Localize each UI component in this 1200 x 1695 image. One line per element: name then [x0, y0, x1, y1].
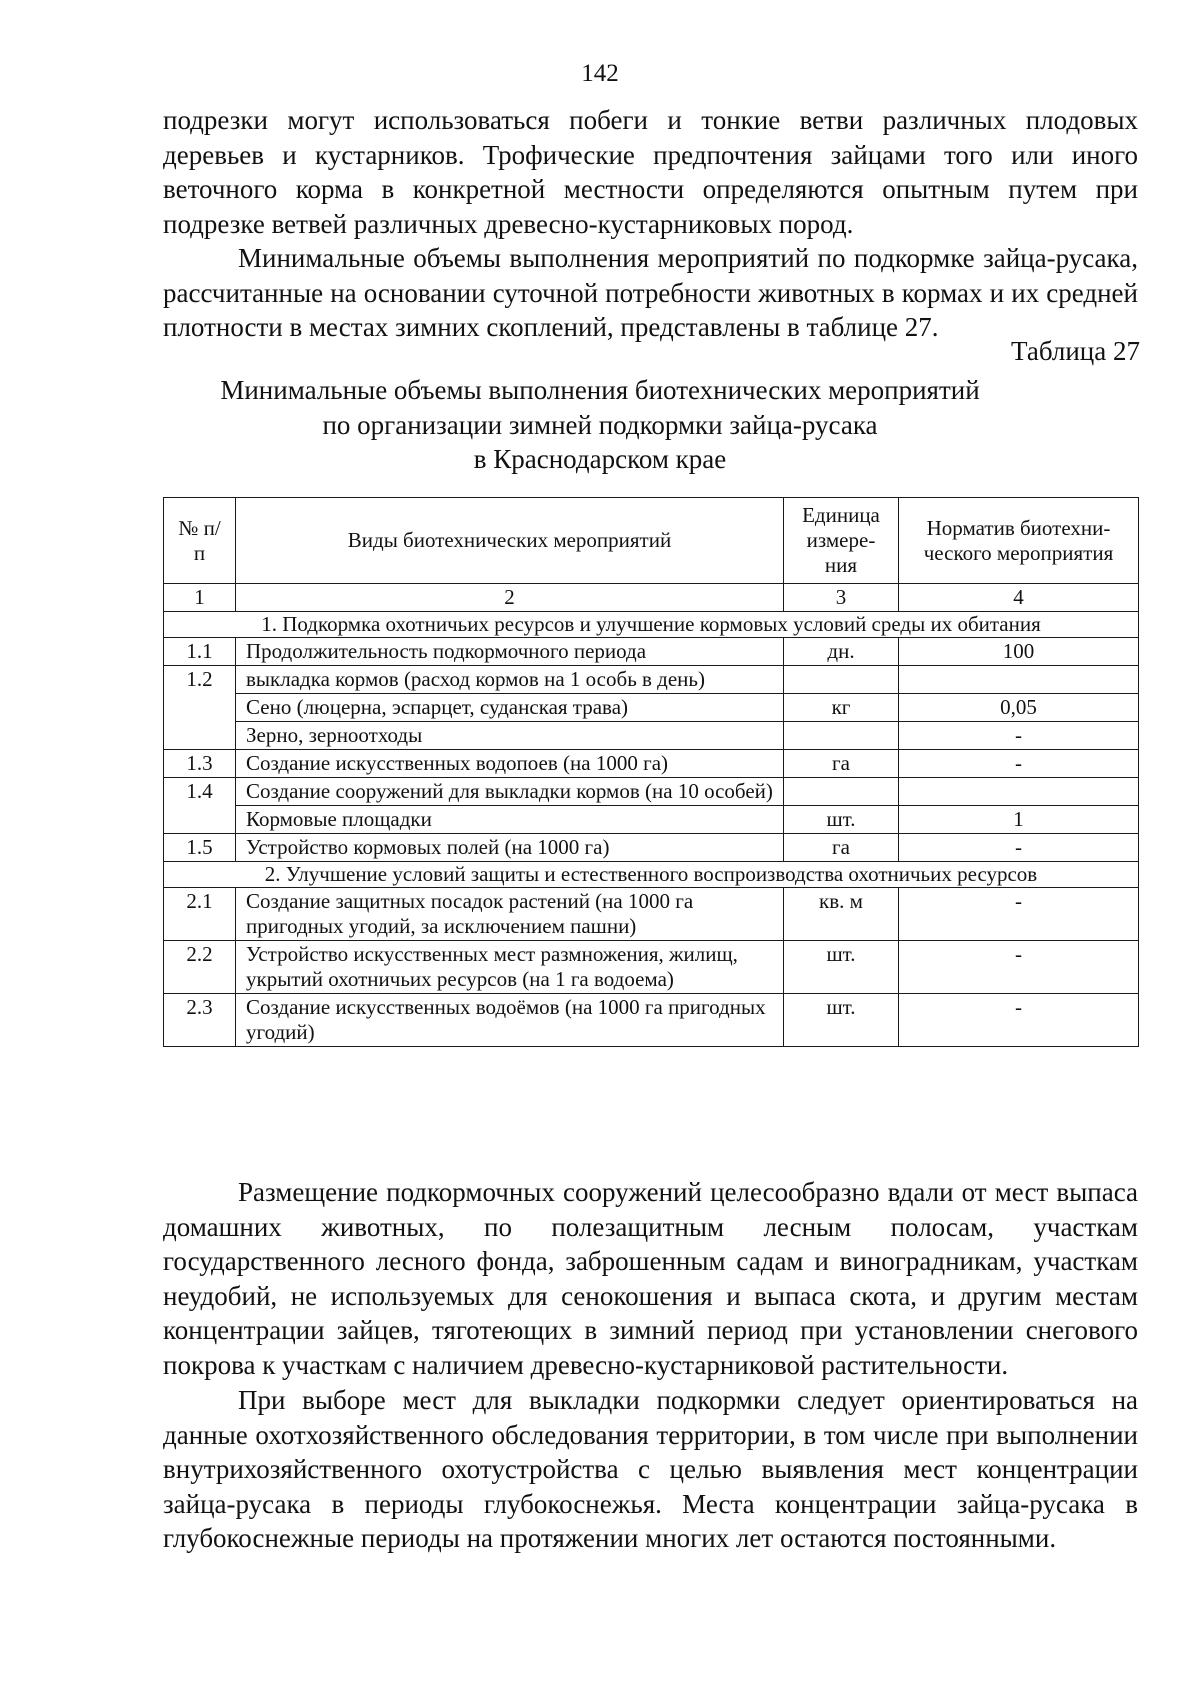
section-title: 1. Подкормка охотничьих ресурсов и улучшение кормовых условий среды их обитания — [164, 612, 1139, 638]
row-number: 2.2 — [164, 941, 236, 994]
table-row — [164, 722, 1139, 750]
row-name: Устройство кормовых полей (на 1000 га) — [236, 834, 784, 862]
column-number: 2 — [236, 584, 784, 612]
row-name: Создание искусственных водоёмов (на 1000 га пригодных угодий) — [236, 994, 784, 1047]
row-norm — [899, 778, 1139, 806]
row-name: Зерно, зерноотходы — [236, 722, 784, 750]
row-number — [164, 722, 236, 750]
header-unit: Единица измере-ния — [784, 498, 899, 584]
row-number: 1.5 — [164, 834, 236, 862]
row-norm: - — [899, 722, 1139, 750]
row-norm: - — [899, 994, 1139, 1047]
row-unit: кг — [784, 694, 899, 722]
row-unit: шт. — [784, 941, 899, 994]
column-number: 4 — [899, 584, 1139, 612]
measures-table — [163, 497, 1139, 1047]
page-number: 142 — [581, 60, 619, 87]
row-name: Продолжительность подкормочного периода — [236, 638, 784, 666]
header-number: № п/п — [164, 498, 236, 584]
table-column-numbers-row — [164, 584, 1139, 612]
row-name: Устройство искусственных мест размножения, жилищ, укрытий охотничьих ресурсов (на 1 га водоема) — [236, 941, 784, 994]
row-number: 1.3 — [164, 750, 236, 778]
row-number — [164, 694, 236, 722]
table-title-line-2: по организации зимней подкормки зайца-русака — [322, 409, 878, 440]
row-number: 2.3 — [164, 994, 236, 1047]
row-unit: шт. — [784, 994, 899, 1047]
section-row-2 — [164, 862, 1139, 888]
table-row — [164, 834, 1139, 862]
row-number: 1.2 — [164, 666, 236, 694]
row-unit: га — [784, 750, 899, 778]
row-norm: - — [899, 834, 1139, 862]
row-unit — [784, 722, 899, 750]
table-label: Таблица 27 — [1011, 336, 1140, 366]
paragraph-continuation: подрезки могут использоваться побеги и тонкие ветви различных плодовых деревьев и кустарников. Трофические предпочтения зайцами того или иного веточного корма в конкретной местности определяются опытным путем при подрезке ветвей различных древесно-кустарниковых пород. — [163, 105, 1138, 239]
table-row — [164, 888, 1139, 941]
table-row — [164, 778, 1139, 806]
row-number: 1.1 — [164, 638, 236, 666]
row-norm: - — [899, 888, 1139, 941]
row-norm — [899, 666, 1139, 694]
table-title-line-3: в Краснодарском крае — [473, 444, 727, 474]
row-name: Создание сооружений для выкладки кормов (на 10 особей) — [236, 778, 784, 806]
paragraph-intro-table: Минимальные объемы выполнения мероприятий по подкормке зайца-русака, рассчитанные на основании суточной потребности животных в кормах и их средней плотности в местах зимних скоплений, представлены в таблице 27. — [163, 243, 1138, 342]
column-number: 3 — [784, 584, 899, 612]
table-row — [164, 941, 1139, 994]
row-number: 1.4 — [164, 778, 236, 806]
table-header-row — [164, 498, 1139, 584]
row-unit — [784, 778, 899, 806]
table-title-line-1: Минимальные объемы выполнения биотехнических мероприятий — [220, 375, 980, 405]
row-number — [164, 806, 236, 834]
column-number: 1 — [164, 584, 236, 612]
row-unit — [784, 666, 899, 694]
row-name: Создание искусственных водопоев (на 1000 га) — [236, 750, 784, 778]
row-name: Сено (люцерна, эспарцет, суданская трава) — [236, 694, 784, 722]
row-unit: га — [784, 834, 899, 862]
row-norm: 0,05 — [899, 694, 1139, 722]
section-title: 2. Улучшение условий защиты и естественного воспроизводства охотничьих ресурсов — [164, 862, 1139, 888]
row-norm: - — [899, 750, 1139, 778]
row-name: выкладка кормов (расход кормов на 1 особь в день) — [236, 666, 784, 694]
row-name: Кормовые площадки — [236, 806, 784, 834]
table-row — [164, 638, 1139, 666]
table-row — [164, 994, 1139, 1047]
row-norm: 1 — [899, 806, 1139, 834]
header-norm: Норматив биотехни-ческого мероприятия — [899, 498, 1139, 584]
table-title — [0, 373, 1200, 477]
paragraph-placement: Размещение подкормочных сооружений целесообразно вдали от мест выпаса домашних животных, по полезащитным лесным полосам, участкам государственного лесного фонда, заброшенным садам и виноградникам, участкам неудобий, не используемых для сенокошения и выпаса скота, и другим местам концентрации зайцев, тяготеющих в зимний период при установлении снегового покрова к участкам с наличием древесно-кустарниковой растительности. — [163, 1177, 1138, 1380]
row-unit: кв. м — [784, 888, 899, 941]
table-row — [164, 694, 1139, 722]
header-measure-type: Виды биотехнических мероприятий — [236, 498, 784, 584]
table-row — [164, 750, 1139, 778]
table-row — [164, 666, 1139, 694]
row-norm: - — [899, 941, 1139, 994]
row-unit: шт. — [784, 806, 899, 834]
row-unit: дн. — [784, 638, 899, 666]
row-norm: 100 — [899, 638, 1139, 666]
section-row-1 — [164, 612, 1139, 638]
row-name: Создание защитных посадок растений (на 1000 га пригодных угодий, за исключением пашни) — [236, 888, 784, 941]
row-number: 2.1 — [164, 888, 236, 941]
paragraph-site-selection: При выборе мест для выкладки подкормки следует ориентироваться на данные охотхозяйственного обследования территории, в том числе при выполнении внутрихозяйственного охотустройства с целью выявления мест концентрации зайца-русака в периоды глубокоснежья. Места концентрации зайца-русака в глубокоснежные периоды на протяжении многих лет остаются постоянными. — [163, 1385, 1138, 1553]
table-row — [164, 806, 1139, 834]
